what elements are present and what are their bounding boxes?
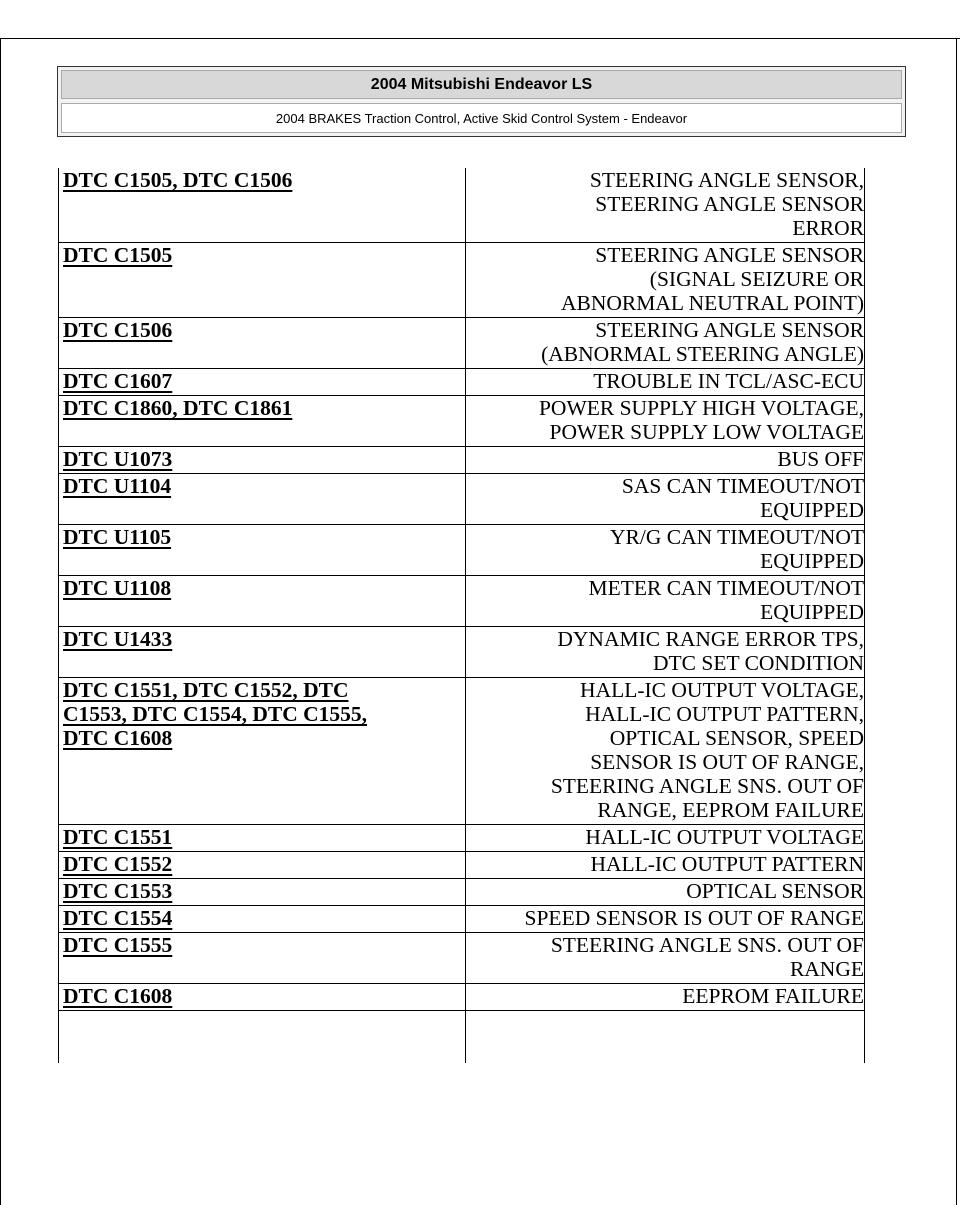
dtc-code-cell <box>59 852 466 879</box>
dtc-code-link[interactable]: DTC C1608 <box>63 984 173 1008</box>
table-row <box>59 852 865 879</box>
table-row <box>59 318 865 369</box>
dtc-description: DYNAMIC RANGE ERROR TPS, DTC SET CONDITION <box>557 627 864 675</box>
dtc-code-link[interactable]: DTC C1554 <box>63 906 173 930</box>
dtc-description: SPEED SENSOR IS OUT OF RANGE <box>524 906 864 930</box>
dtc-code-cell <box>59 906 466 933</box>
dtc-description-cell <box>466 984 865 1011</box>
dtc-description-cell <box>466 906 865 933</box>
dtc-description-cell <box>466 678 865 825</box>
dtc-code-cell <box>59 369 466 396</box>
table-row <box>59 576 865 627</box>
dtc-description-cell <box>466 879 865 906</box>
table-row <box>59 168 865 243</box>
dtc-code-cell <box>59 318 466 369</box>
empty-cell <box>466 1011 865 1064</box>
document-header <box>57 66 906 137</box>
dtc-code-link[interactable]: DTC U1108 <box>63 576 172 600</box>
dtc-code-link[interactable]: DTC C1505 <box>63 243 173 267</box>
table-row <box>59 447 865 474</box>
dtc-description-cell <box>466 825 865 852</box>
dtc-code-cell <box>59 243 466 318</box>
dtc-description: METER CAN TIMEOUT/NOT EQUIPPED <box>588 576 864 624</box>
dtc-description-cell <box>466 318 865 369</box>
dtc-description: HALL-IC OUTPUT PATTERN <box>590 852 864 876</box>
table-row <box>59 933 865 984</box>
dtc-description-cell <box>466 474 865 525</box>
dtc-code-link[interactable]: DTC C1551 <box>63 825 173 849</box>
dtc-description-cell <box>466 168 865 243</box>
table-row <box>59 474 865 525</box>
dtc-code-link[interactable]: DTC C1860, DTC C1861 <box>63 396 293 420</box>
dtc-description-cell <box>466 627 865 678</box>
table-row <box>59 825 865 852</box>
dtc-code-link[interactable]: DTC C1506 <box>63 318 173 342</box>
table-row <box>59 243 865 318</box>
dtc-code-cell <box>59 627 466 678</box>
dtc-description: STEERING ANGLE SENSOR (SIGNAL SEIZURE OR ABNORMAL NEUTRAL POINT) <box>561 243 864 315</box>
dtc-description: STEERING ANGLE SENSOR, STEERING ANGLE SENSOR ERROR <box>589 168 864 240</box>
dtc-code-cell <box>59 984 466 1011</box>
section-subtitle: 2004 BRAKES Traction Control, Active Skid Control System - Endeavor <box>61 103 902 133</box>
table-row <box>59 369 865 396</box>
table-continuation-row <box>59 1011 865 1064</box>
table-row <box>59 525 865 576</box>
dtc-code-cell <box>59 678 466 825</box>
table-row <box>59 879 865 906</box>
dtc-description: HALL-IC OUTPUT VOLTAGE, HALL-IC OUTPUT PATTERN, OPTICAL SENSOR, SPEED SENSOR IS OUT OF RANGE, STEERING ANGLE SNS. OUT OF RANGE, EEPROM FAILURE <box>550 678 864 822</box>
dtc-description-cell <box>466 525 865 576</box>
dtc-description: POWER SUPPLY HIGH VOLTAGE, POWER SUPPLY LOW VOLTAGE <box>538 396 864 444</box>
dtc-code-link[interactable]: DTC U1104 <box>63 474 172 498</box>
dtc-description: TROUBLE IN TCL/ASC-ECU <box>593 369 864 393</box>
dtc-description: STEERING ANGLE SNS. OUT OF RANGE <box>550 933 864 981</box>
dtc-description: STEERING ANGLE SENSOR (ABNORMAL STEERING ANGLE) <box>541 318 864 366</box>
dtc-code-link[interactable]: DTC C1607 <box>63 369 173 393</box>
dtc-code-link[interactable]: DTC C1505, DTC C1506 <box>63 168 293 192</box>
dtc-code-cell <box>59 447 466 474</box>
table-row <box>59 627 865 678</box>
dtc-description: YR/G CAN TIMEOUT/NOT EQUIPPED <box>609 525 864 573</box>
dtc-description: EEPROM FAILURE <box>682 984 864 1008</box>
dtc-description: OPTICAL SENSOR <box>686 879 864 903</box>
dtc-description: SAS CAN TIMEOUT/NOT EQUIPPED <box>621 474 864 522</box>
table-row <box>59 678 865 825</box>
dtc-code-cell <box>59 396 466 447</box>
dtc-table <box>58 168 865 1063</box>
dtc-code-link[interactable]: DTC C1555 <box>63 933 173 957</box>
dtc-code-cell <box>59 474 466 525</box>
dtc-description-cell <box>466 576 865 627</box>
dtc-description-cell <box>466 243 865 318</box>
dtc-description-cell <box>466 369 865 396</box>
dtc-code-link[interactable]: DTC C1552 <box>63 852 173 876</box>
dtc-code-cell <box>59 168 466 243</box>
table-row <box>59 396 865 447</box>
dtc-description: BUS OFF <box>777 447 864 471</box>
page-left-border <box>0 38 1 1205</box>
dtc-code-link[interactable]: DTC C1553 <box>63 879 173 903</box>
page-right-border <box>956 38 957 1205</box>
vehicle-title: 2004 Mitsubishi Endeavor LS <box>61 70 902 99</box>
dtc-code-cell <box>59 825 466 852</box>
dtc-table-body <box>59 168 865 1063</box>
dtc-code-link[interactable]: DTC U1105 <box>63 525 172 549</box>
dtc-code-cell <box>59 525 466 576</box>
dtc-code-cell <box>59 879 466 906</box>
page-top-border <box>0 38 960 39</box>
dtc-description: HALL-IC OUTPUT VOLTAGE <box>585 825 864 849</box>
dtc-code-link[interactable]: DTC C1551, DTC C1552, DTC C1553, DTC C1554, DTC C1555, DTC C1608 <box>63 678 367 750</box>
empty-cell <box>59 1011 466 1064</box>
dtc-description-cell <box>466 396 865 447</box>
dtc-description-cell <box>466 852 865 879</box>
dtc-description-cell <box>466 933 865 984</box>
dtc-description-cell <box>466 447 865 474</box>
dtc-code-cell <box>59 933 466 984</box>
table-row <box>59 906 865 933</box>
table-row <box>59 984 865 1011</box>
dtc-code-cell <box>59 576 466 627</box>
dtc-code-link[interactable]: DTC U1073 <box>63 447 173 471</box>
dtc-code-link[interactable]: DTC U1433 <box>63 627 173 651</box>
